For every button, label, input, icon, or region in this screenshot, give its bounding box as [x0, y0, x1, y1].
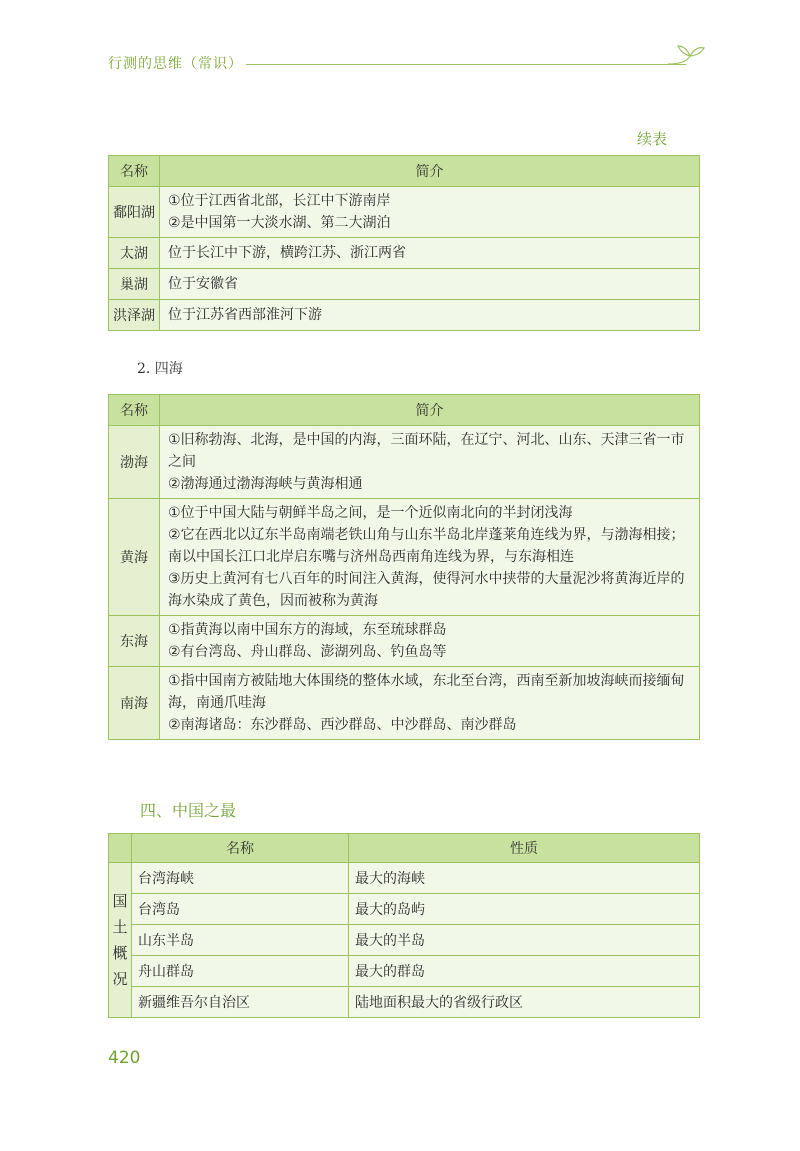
- row-name: 巢湖: [109, 269, 160, 300]
- description-line: 位于长江中下游，横跨江苏、浙江两省: [168, 245, 406, 261]
- description-line: ①位于中国大陆与朝鲜半岛之间，是一个近似南北向的半封闭浅海: [168, 505, 573, 521]
- description-line: ②是中国第一大淡水湖、第二大湖泊: [168, 215, 391, 231]
- column-header-name: 名称: [132, 834, 349, 863]
- table-row: [109, 667, 700, 740]
- row-name: 台湾岛: [132, 894, 349, 925]
- table-row: [109, 925, 700, 956]
- row-name: 舟山群岛: [132, 956, 349, 987]
- row-name: 洪泽湖: [109, 300, 160, 331]
- row-name: 黄海: [109, 499, 160, 616]
- row-name: 南海: [109, 667, 160, 740]
- row-description: [160, 499, 700, 616]
- lakes-table: [108, 155, 700, 331]
- row-description: [160, 616, 700, 667]
- description-line: ①位于江西省北部，长江中下游南岸: [168, 193, 391, 209]
- row-description: [160, 667, 700, 740]
- group-label: [109, 863, 132, 1018]
- description-line: ②有台湾岛、舟山群岛、澎湖列岛、钓鱼岛等: [168, 644, 447, 660]
- description-line: ①指黄海以南中国东方的海域，东至琉球群岛: [168, 622, 447, 638]
- row-name: 东海: [109, 616, 160, 667]
- sprout-icon: [668, 42, 708, 74]
- table-row: [109, 894, 700, 925]
- row-name: 太湖: [109, 238, 160, 269]
- continued-label: 续表: [636, 130, 667, 148]
- page-number: 420: [108, 1048, 141, 1068]
- row-nature: 最大的群岛: [349, 956, 700, 987]
- header-title: 行测的思维（常识）: [108, 56, 243, 72]
- row-name: 台湾海峡: [132, 863, 349, 894]
- row-description: [160, 300, 700, 331]
- group-label-text: 国土概况: [112, 891, 128, 988]
- column-header-description: 简介: [160, 156, 700, 187]
- china-superlatives-table: [108, 833, 700, 1018]
- description-line: 位于安徽省: [168, 276, 238, 292]
- row-name: 渤海: [109, 426, 160, 499]
- table-row: [109, 187, 700, 238]
- description-line: ③历史上黄河有七八百年的时间注入黄海，使得河水中挟带的大量泥沙将黄海近岸的海水染成了黄色，因而被称为黄海: [168, 571, 685, 609]
- section-title: 四、中国之最: [140, 801, 237, 820]
- table-row: [109, 863, 700, 894]
- running-header: [108, 50, 708, 80]
- column-header-description: 简介: [160, 395, 700, 426]
- table-row: [109, 300, 700, 331]
- column-header-group: [109, 834, 132, 863]
- column-header-name: 名称: [109, 395, 160, 426]
- table-row: [109, 616, 700, 667]
- description-line: ②渤海通过渤海海峡与黄海相通: [168, 476, 363, 492]
- table-row: [109, 238, 700, 269]
- row-description: [160, 426, 700, 499]
- row-description: [160, 238, 700, 269]
- row-name: 新疆维吾尔自治区: [132, 987, 349, 1018]
- row-description: [160, 187, 700, 238]
- row-name: 山东半岛: [132, 925, 349, 956]
- header-rule: [246, 64, 686, 65]
- row-nature: 最大的岛屿: [349, 894, 700, 925]
- table-row: [109, 956, 700, 987]
- row-nature: 最大的半岛: [349, 925, 700, 956]
- column-header-name: 名称: [109, 156, 160, 187]
- description-line: ②南海诸岛：东沙群岛、西沙群岛、中沙群岛、南沙群岛: [168, 717, 517, 733]
- subsection-title: 2. 四海: [137, 361, 183, 377]
- column-header-nature: 性质: [349, 834, 700, 863]
- table-row: [109, 426, 700, 499]
- row-name: 鄱阳湖: [109, 187, 160, 238]
- table-row: [109, 269, 700, 300]
- seas-table: [108, 394, 700, 740]
- description-line: ②它在西北以辽东半岛南端老铁山角与山东半岛北岸蓬莱角连线为界，与渤海相接；南以中国长江口北岸启东嘴与济州岛西南角连线为界，与东海相连: [168, 527, 685, 565]
- description-line: ①指中国南方被陆地大体围绕的整体水域，东北至台湾，西南至新加坡海峡而接缅甸海，南通爪哇海: [168, 673, 685, 711]
- row-nature: 陆地面积最大的省级行政区: [349, 987, 700, 1018]
- description-line: 位于江苏省西部淮河下游: [168, 307, 322, 323]
- table-row: [109, 499, 700, 616]
- description-line: ①旧称勃海、北海，是中国的内海，三面环陆，在辽宁、河北、山东、天津三省一市之间: [168, 432, 685, 470]
- row-description: [160, 269, 700, 300]
- row-nature: 最大的海峡: [349, 863, 700, 894]
- table-row: [109, 987, 700, 1018]
